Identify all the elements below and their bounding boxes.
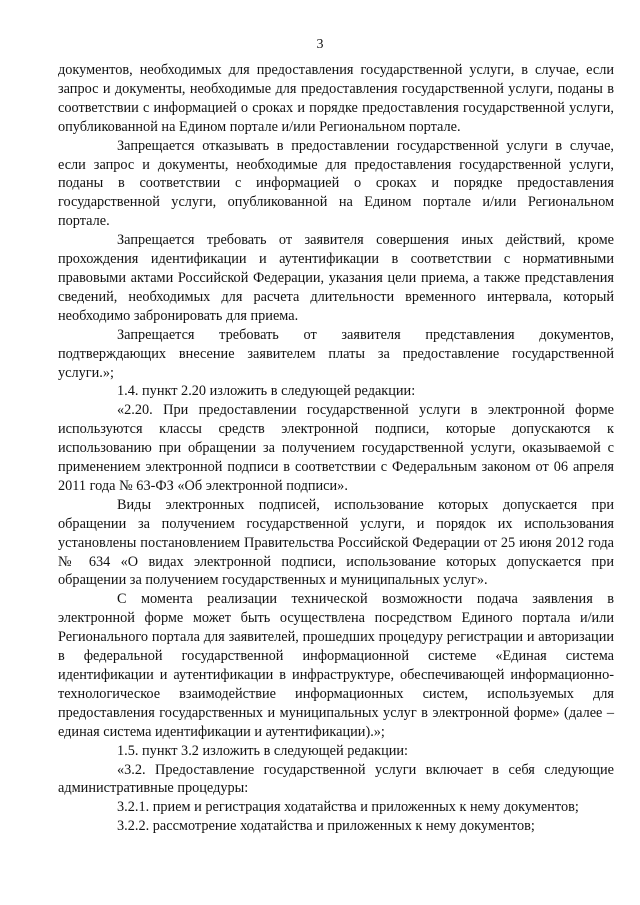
paragraph: Запрещается требовать от заявителя совершения иных действий, кроме прохождения идентификации и аутентификации в соответствии с нормативными правовыми актами Российской Федерации, указания цели приема, а также представления сведений, необходимых для расчета длительности временного интервала, который необходимо забронировать для приема. — [58, 232, 614, 324]
paragraph: «2.20. При предоставлении государственной услуги в электронной форме используются классы средств электронной подписи, которые допускаются к использованию при обращении за получением государственной услуги, оказываемой с применением электронной подписи в соответствии с Федеральным законом от 06 апреля 2011 года № 63-ФЗ «Об электронной подписи». — [58, 402, 614, 494]
paragraph: «3.2. Предоставление государственной услуги включает в себя следующие административные процедуры: — [58, 761, 614, 797]
document-body — [58, 61, 614, 836]
paragraph: документов, необходимых для предоставления государственной услуги, в случае, если запрос и документы, необходимые для предоставления государственной услуги, поданы в соответствии с информацией о сроках и порядке предоставления государственной услуги, опубликованной на Едином портале и/или Региональном портале. — [58, 62, 614, 135]
paragraph: 1.4. пункт 2.20 изложить в следующей редакции: — [117, 383, 416, 400]
paragraph: С момента реализации технической возможности подача заявления в электронной форме может быть осуществлена посредством Единого портала и/или Регионального портала для заявителей, прошедших процедуру регистрации и авторизации в федеральной государственной информационной системе «Единая система идентификации и аутентификации в инфраструктуре, обеспечивающей информационно-технологическое взаимодействие информационных систем, используемых для предоставления государственных и муниципальных услуг в электронной форме» (далее – единая система идентификации и аутентификации).»; — [58, 591, 614, 740]
paragraph: Виды электронных подписей, использование которых допускается при обращении за получением государственной услуги, и порядок их использования установлены постановлением Правительства Российской Федерации от 25 июня 2012 года № 634 «О видах электронной подписи, использование которых допускается при обращении за получением государственных и муниципальных услуг». — [58, 496, 614, 589]
paragraph: Запрещается требовать от заявителя представления документов, подтверждающих внесение заявителем платы за предоставление государственной услуги.»; — [58, 326, 614, 381]
paragraph: Запрещается отказывать в предоставлении государственной услуги в случае, если запрос и документы, необходимые для предоставления государственной услуги, поданы в соответствии с информацией о сроках и порядке предоставления государственной услуги, опубликованной на Едином портале и/или Региональном портале. — [58, 137, 614, 230]
paragraph: 1.5. пункт 3.2 изложить в следующей редакции: — [117, 742, 409, 759]
paragraph: 3.2.1. прием и регистрация ходатайства и приложенных к нему документов; — [117, 799, 579, 816]
page-number: 3 — [316, 37, 324, 52]
paragraph: 3.2.2. рассмотрение ходатайства и приложенных к нему документов; — [117, 818, 535, 835]
